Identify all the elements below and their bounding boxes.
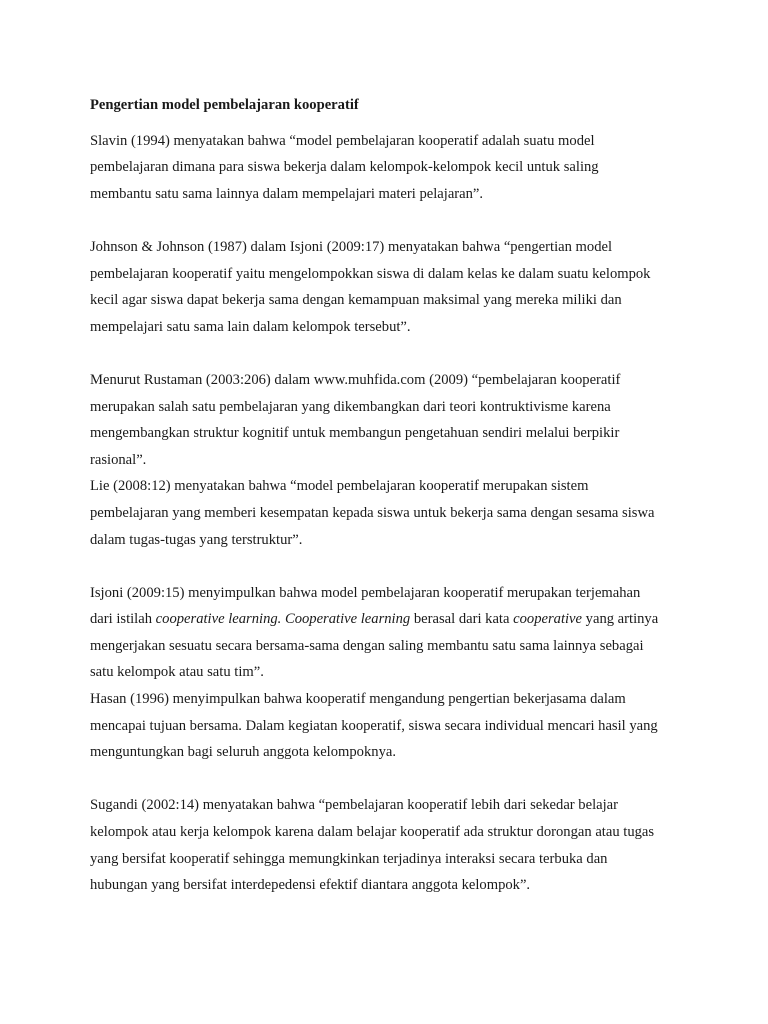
text-line: pembelajaran kooperatif yaitu mengelompokkan siswa di dalam kelas ke dalam suatu kelompok: [90, 265, 651, 282]
text-line: Johnson & Johnson (1987) dalam Isjoni (2009:17) menyatakan bahwa “pengertian model: [90, 238, 613, 255]
text-line: Lie (2008:12) menyatakan bahwa “model pembelajaran kooperatif merupakan sistem: [90, 478, 589, 495]
document-body: [90, 92, 690, 899]
paragraph-isjoni: [90, 580, 690, 686]
text-line: pembelajaran dimana para siswa bekerja dalam kelompok-kelompok kecil untuk saling: [90, 159, 599, 176]
paragraph-rustaman: [90, 367, 690, 473]
text-line: satu kelompok atau satu tim”.: [90, 664, 264, 681]
text-line: Hasan (1996) menyimpulkan bahwa kooperatif mengandung pengertian bekerjasama dalam: [90, 691, 626, 708]
text-line: kelompok atau kerja kelompok karena dalam belajar kooperatif ada struktur dorongan atau tugas: [90, 824, 655, 841]
paragraph-spacer: [90, 766, 690, 793]
italic-term: cooperative: [513, 611, 583, 628]
text-line: mengembangkan struktur kognitif untuk membangun pengetahuan sendiri melalui berpikir: [90, 425, 620, 442]
text-line: Isjoni (2009:15) menyimpulkan bahwa model pembelajaran kooperatif merupakan terjemahan: [90, 584, 641, 601]
text-line: merupakan salah satu pembelajaran yang dikembangkan dari teori kontruktivisme karena: [90, 398, 611, 415]
text-line: rasional”.: [90, 451, 147, 468]
text-line: Sugandi (2002:14) menyatakan bahwa “pembelajaran kooperatif lebih dari sekedar belajar: [90, 797, 618, 814]
text-line: membantu satu sama lainnya dalam mempelajari materi pelajaran”.: [90, 185, 484, 202]
text-line: Menurut Rustaman (2003:206) dalam www.muhfida.com (2009) “pembelajaran kooperatif: [90, 371, 621, 388]
text-run: dari istilah: [90, 611, 156, 628]
text-run: berasal dari kata: [410, 611, 514, 628]
text-line: yang bersifat kooperatif sehingga memungkinkan terjadinya interaksi secara terbuka dan: [90, 850, 608, 867]
text-line: hubungan yang bersifat interdepedensi efektif diantara anggota kelompok”.: [90, 877, 531, 894]
text-run: yang artinya: [582, 611, 659, 628]
paragraph-hasan: [90, 686, 690, 766]
text-line-mixed: [90, 606, 690, 633]
paragraph-lie: [90, 473, 690, 553]
italic-term: cooperative learning. Cooperative learning: [155, 611, 411, 628]
paragraph-sugandi: [90, 792, 690, 898]
text-line: menguntungkan bagi seluruh anggota kelompoknya.: [90, 744, 396, 761]
text-line: mempelajari satu sama lain dalam kelompok tersebut”.: [90, 318, 411, 335]
text-line: mencapai tujuan bersama. Dalam kegiatan kooperatif, siswa secara individual mencari hasil yang: [90, 717, 658, 734]
paragraph-slavin: [90, 128, 690, 208]
document-title: Pengertian model pembelajaran kooperatif: [90, 97, 359, 113]
text-line: Slavin (1994) menyatakan bahwa “model pembelajaran kooperatif adalah suatu model: [90, 132, 595, 149]
paragraph-spacer: [90, 553, 690, 580]
text-line: mengerjakan sesuatu secara bersama-sama dengan saling membantu satu sama lainnya sebagai: [90, 637, 644, 654]
paragraph-spacer: [90, 340, 690, 367]
text-line: kecil agar siswa dapat bekerja sama dengan kemampuan maksimal yang mereka miliki dan: [90, 292, 622, 309]
text-line: dalam tugas-tugas yang terstruktur”.: [90, 531, 303, 548]
paragraph-johnson: [90, 234, 690, 340]
paragraph-spacer: [90, 207, 690, 234]
text-line: pembelajaran yang memberi kesempatan kepada siswa untuk bekerja sama dengan sesama siswa: [90, 504, 655, 521]
